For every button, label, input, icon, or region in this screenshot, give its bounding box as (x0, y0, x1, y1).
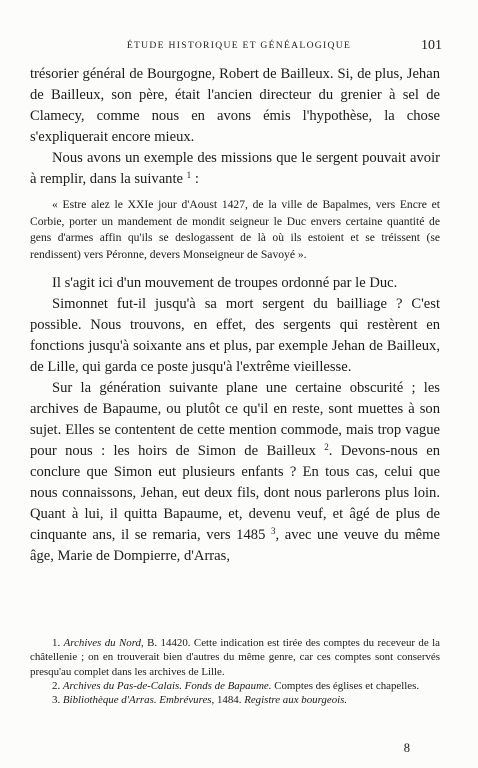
footnote-3-source: Bibliothèque d'Arras. Embrévures (62, 694, 212, 707)
footnotes (30, 636, 440, 707)
footnote-1-number: 1. (52, 637, 64, 649)
footnote-3-number: 3. (52, 694, 63, 707)
footnote-3-text: , 1484. (211, 694, 245, 707)
paragraph-2-text: Nous avons un exemple des missions que le sergent pouvait avoir à remplir, dans la suivante (30, 150, 440, 187)
footnote-2 (30, 679, 440, 693)
footnote-2-source: Archives du Pas-de-Calais. Fonds de Bapaume. (62, 679, 272, 692)
paragraph-2 (30, 148, 440, 190)
footnote-1-text: , B. 14420. Cette indication est tirée des comptes du receveur de la châtellenie ; on en trouverait bien d'autres du même genre, car ces comptes sont conservés presqu'au complet dans les archives de Lille. (30, 637, 440, 678)
page-number: 101 (421, 38, 442, 53)
paragraph-5 (30, 378, 440, 567)
paragraph-3: Il s'agit ici d'un mouvement de troupes ordonné par le Duc. (52, 275, 398, 291)
footnote-1 (30, 636, 440, 679)
running-head: ÉTUDE HISTORIQUE ET GÉNÉALOGIQUE (126, 40, 352, 51)
body-text (30, 64, 440, 567)
paragraph-2-end: : (191, 171, 199, 187)
footnote-3-source-2: Registre aux bourgeois. (244, 694, 348, 707)
paragraph-4: Simonnet fut-il jusqu'à sa mort sergent du bailliage ? C'est possible. Nous trouvons, en effet, des sergents qui restèrent en fonctions jusqu'à soixante ans et plus, par exemple Jehan de Bailleux, de Lille, qui garda ce poste jusqu'à l'extrême vieillesse. (30, 296, 440, 375)
paragraph-5-b: . Devons-nous en conclure que Simon eut plusieurs enfants ? En tous cas, celui que nous connaissons, Jehan, eut deux fils, dont nous parlerons plus loin. Quant à lui, il quitta Bapaume, et, devenu veuf, et âgé de plus de cinquante ans, il se remaria, vers 1485 (30, 443, 440, 543)
footnote-2-number: 2. (52, 679, 63, 692)
footnote-ref-2: 2 (324, 442, 329, 452)
footnote-ref-3: 3 (270, 526, 276, 536)
paragraph-5-a: Sur la génération suivante plane une certaine obscurité ; les archives de Bapaume, ou plutôt ce qu'il en reste, sont muettes à son sujet. Elles se contentent de cette mention commode, mais trop vague pour nous : les hoirs de Simon de Bailleux (30, 380, 440, 459)
footnote-2-text: Comptes des églises et chapelles. (271, 679, 420, 692)
signature-mark: 8 (403, 741, 410, 755)
paragraph-5-c: , avec une veuve du même âge, Marie de Dompierre, d'Arras, (30, 527, 440, 564)
footnote-ref-1: 1 (186, 170, 192, 180)
block-quote: « Estre alez le XXIe jour d'Aoust 1427, de la ville de Bapalmes, vers Encre et Corbie, porter un mandement de mondit seigneur le Duc envers certaine quantité de gens d'armes affin qu'ils se deslogassent de là où ils estoient et se tréissent (se rendissent) vers Péronne, devers Monseigneur de Savoyé ». (30, 198, 440, 261)
paragraph-1: trésorier général de Bourgogne, Robert de Bailleux. Si, de plus, Jehan de Bailleux, son père, était l'ancien directeur du grenier à sel de Clamecy, comme nous en avons émis l'hypothèse, la chose s'expliquerait encore mieux. (30, 66, 440, 145)
footnote-1-source: Archives du Nord (63, 637, 142, 649)
page-header (30, 38, 448, 58)
footnote-3 (30, 693, 440, 707)
